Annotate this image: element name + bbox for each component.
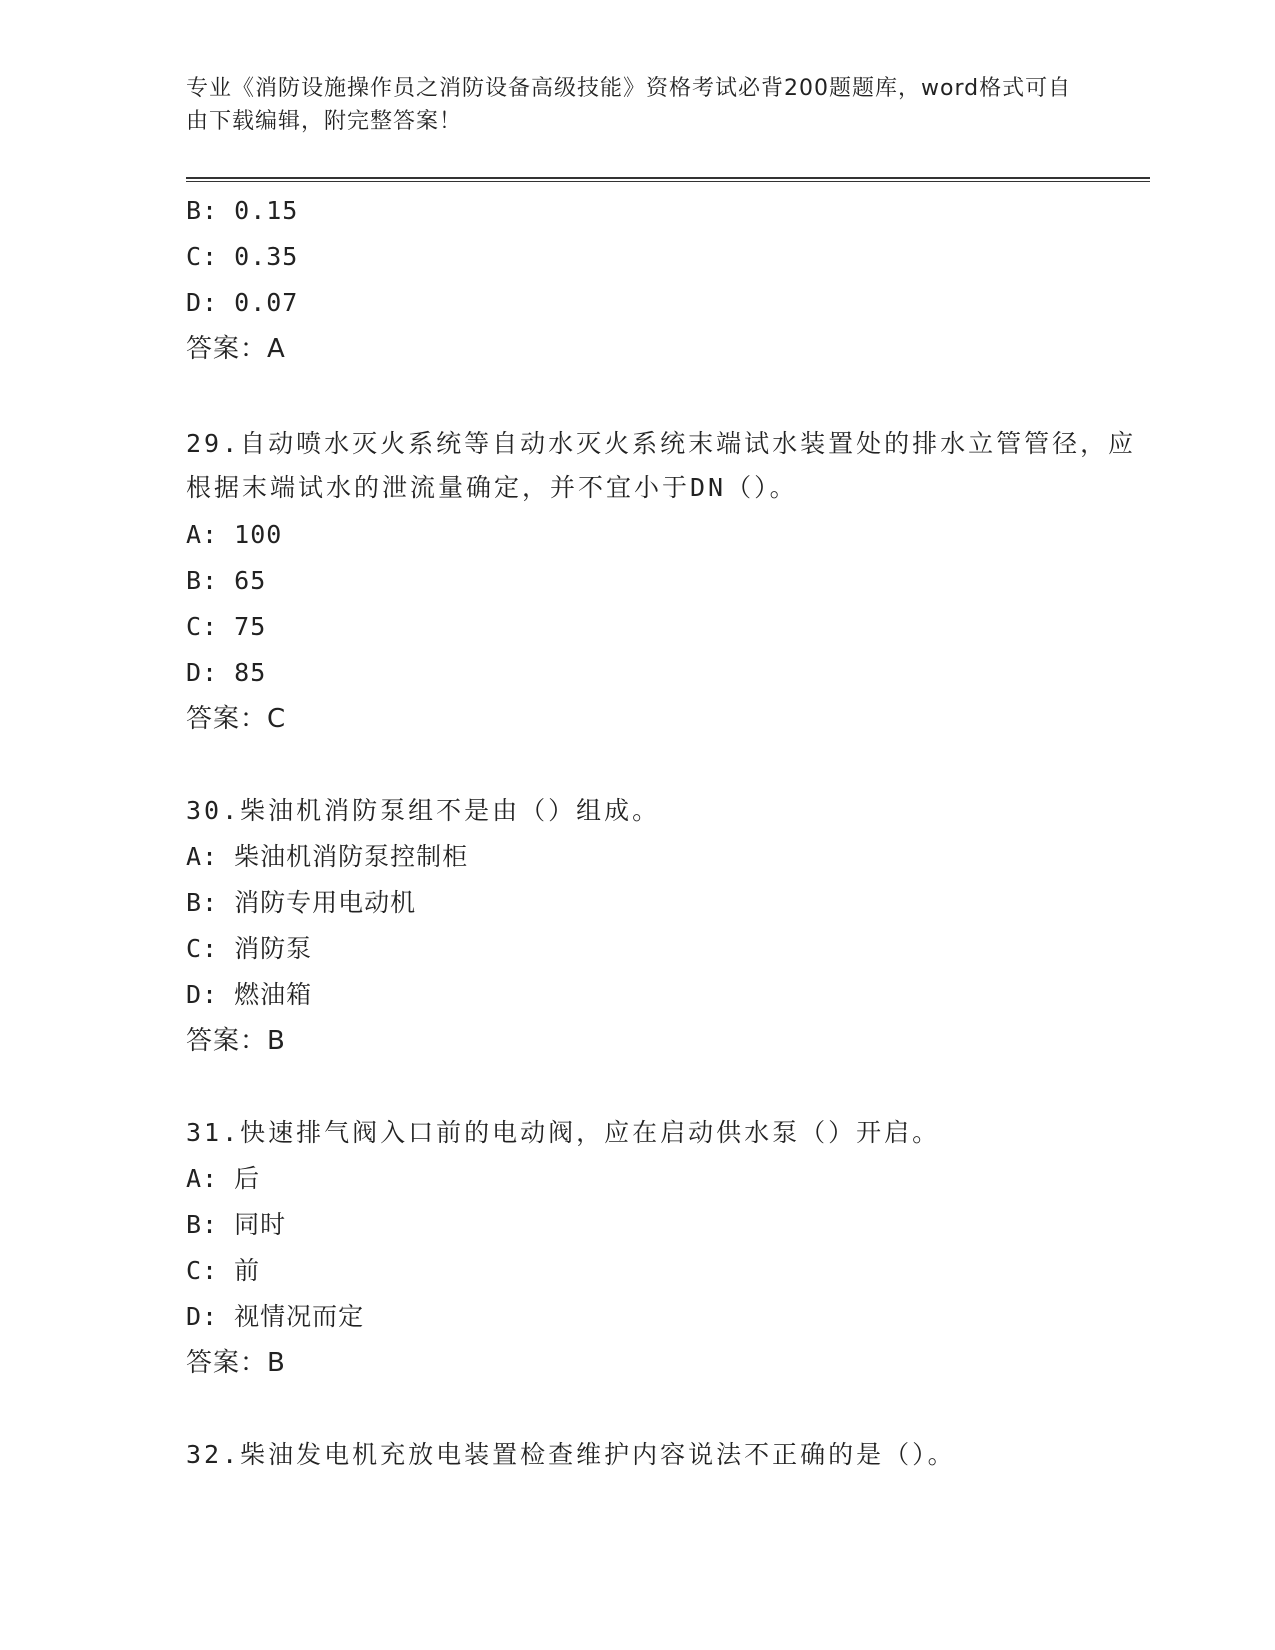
option-c: C: 0.35 — [186, 242, 299, 271]
answer-line: 答案：C — [186, 704, 287, 734]
option-d: D: 燃油箱 — [186, 980, 313, 1009]
option-b: B: 同时 — [186, 1210, 287, 1239]
option-b: B: 0.15 — [186, 196, 299, 225]
option-a: A: 后 — [186, 1164, 261, 1193]
option-c: C: 75 — [186, 612, 267, 641]
answer-line: 答案：B — [186, 1348, 286, 1378]
option-c: C: 前 — [186, 1256, 261, 1285]
header-divider — [186, 177, 1150, 179]
question-stem: 31.快速排气阀入口前的电动阀，应在启动供水泵（）开启。 — [186, 1118, 941, 1147]
question-stem: 29.自动喷水灭火系统等自动水灭火系统末端试水装置处的排水立管管径，应根据末端试水的泄流量确定，并不宜小于DN（）。 — [186, 429, 1137, 502]
option-b: B: 65 — [186, 566, 267, 595]
answer-line: 答案：B — [186, 1026, 286, 1056]
document-header: 专业《消防设施操作员之消防设备高级技能》资格考试必背200题题库，word格式可自由下载编辑，附完整答案！ — [186, 76, 1072, 134]
answer-line: 答案：A — [186, 334, 286, 364]
option-a: A: 100 — [186, 520, 283, 549]
option-d: D: 视情况而定 — [186, 1302, 365, 1331]
option-a: A: 柴油机消防泵控制柜 — [186, 842, 469, 871]
option-c: C: 消防泵 — [186, 934, 313, 963]
question-stem: 30.柴油机消防泵组不是由（）组成。 — [186, 796, 661, 825]
option-d: D: 0.07 — [186, 288, 299, 317]
option-d: D: 85 — [186, 658, 267, 687]
question-stem: 32.柴油发电机充放电装置检查维护内容说法不正确的是（）。 — [186, 1440, 956, 1469]
header-divider-thin — [186, 181, 1150, 182]
question-list — [186, 188, 1150, 1478]
option-b: B: 消防专用电动机 — [186, 888, 417, 917]
